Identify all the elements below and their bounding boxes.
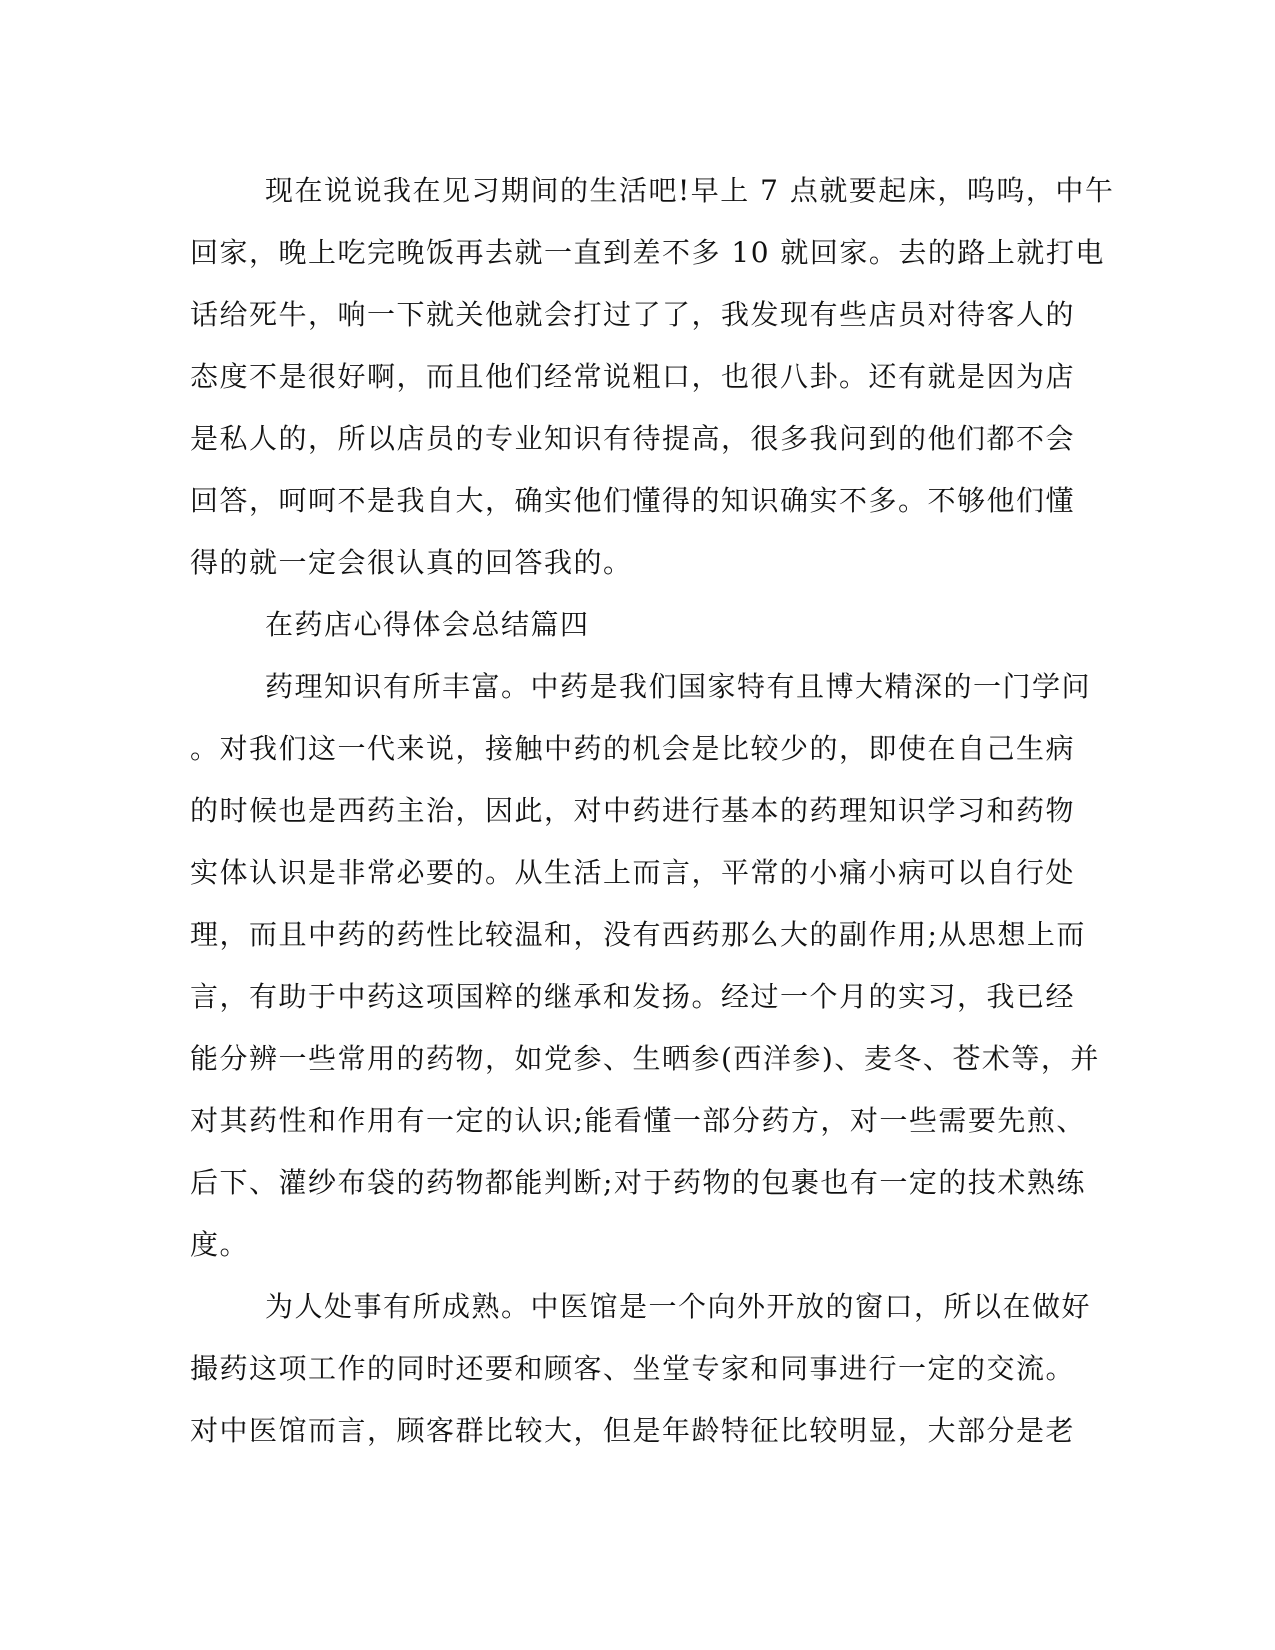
text-line: 话给死牛，响一下就关他就会打过了了，我发现有些店员对待客人的 [190, 298, 1076, 331]
text-line: 后下、灌纱布袋的药物都能判断;对于药物的包裹也有一定的技术熟练 [190, 1166, 1086, 1199]
text-line: 的时候也是西药主治，因此，对中药进行基本的药理知识学习和药物 [190, 794, 1076, 827]
text-line: 药理知识有所丰富。中药是我们国家特有且博大精深的一门学问 [265, 670, 1092, 703]
text-line: 回答，呵呵不是我自大，确实他们懂得的知识确实不多。不够他们懂 [190, 484, 1076, 517]
text-line: 对中医馆而言，顾客群比较大，但是年龄特征比较明显，大部分是老 [190, 1414, 1076, 1447]
text-line: 对其药性和作用有一定的认识;能看懂一部分药方，对一些需要先煎、 [190, 1104, 1086, 1137]
text-line: 为人处事有所成熟。中医馆是一个向外开放的窗口，所以在做好 [265, 1290, 1092, 1323]
text-line: 是私人的，所以店员的专业知识有待提高，很多我问到的他们都不会 [190, 422, 1076, 455]
document-body [190, 160, 1115, 1462]
text-line: 。对我们这一代来说，接触中药的机会是比较少的，即使在自己生病 [190, 732, 1076, 765]
text-line: 态度不是很好啊，而且他们经常说粗口，也很八卦。还有就是因为店 [190, 360, 1076, 393]
text-line: 言，有助于中药这项国粹的继承和发扬。经过一个月的实习，我已经 [190, 980, 1076, 1013]
text-line: 现在说说我在见习期间的生活吧!早上 7 点就要起床，呜呜，中午 [265, 174, 1115, 207]
text-line: 理，而且中药的药性比较温和，没有西药那么大的副作用;从思想上而 [190, 918, 1086, 951]
text-line: 度。 [190, 1228, 250, 1261]
text-line: 能分辨一些常用的药物，如党参、生晒参(西洋参)、麦冬、苍术等，并 [190, 1042, 1100, 1075]
text-line: 得的就一定会很认真的回答我的。 [190, 546, 633, 579]
text-line: 回家，晚上吃完晚饭再去就一直到差不多 10 就回家。去的路上就打电 [190, 236, 1105, 269]
text-line: 实体认识是非常必要的。从生活上而言，平常的小痛小病可以自行处 [190, 856, 1076, 889]
text-line: 撮药这项工作的同时还要和顾客、坐堂专家和同事进行一定的交流。 [190, 1352, 1076, 1385]
section-heading: 在药店心得体会总结篇四 [265, 608, 590, 641]
